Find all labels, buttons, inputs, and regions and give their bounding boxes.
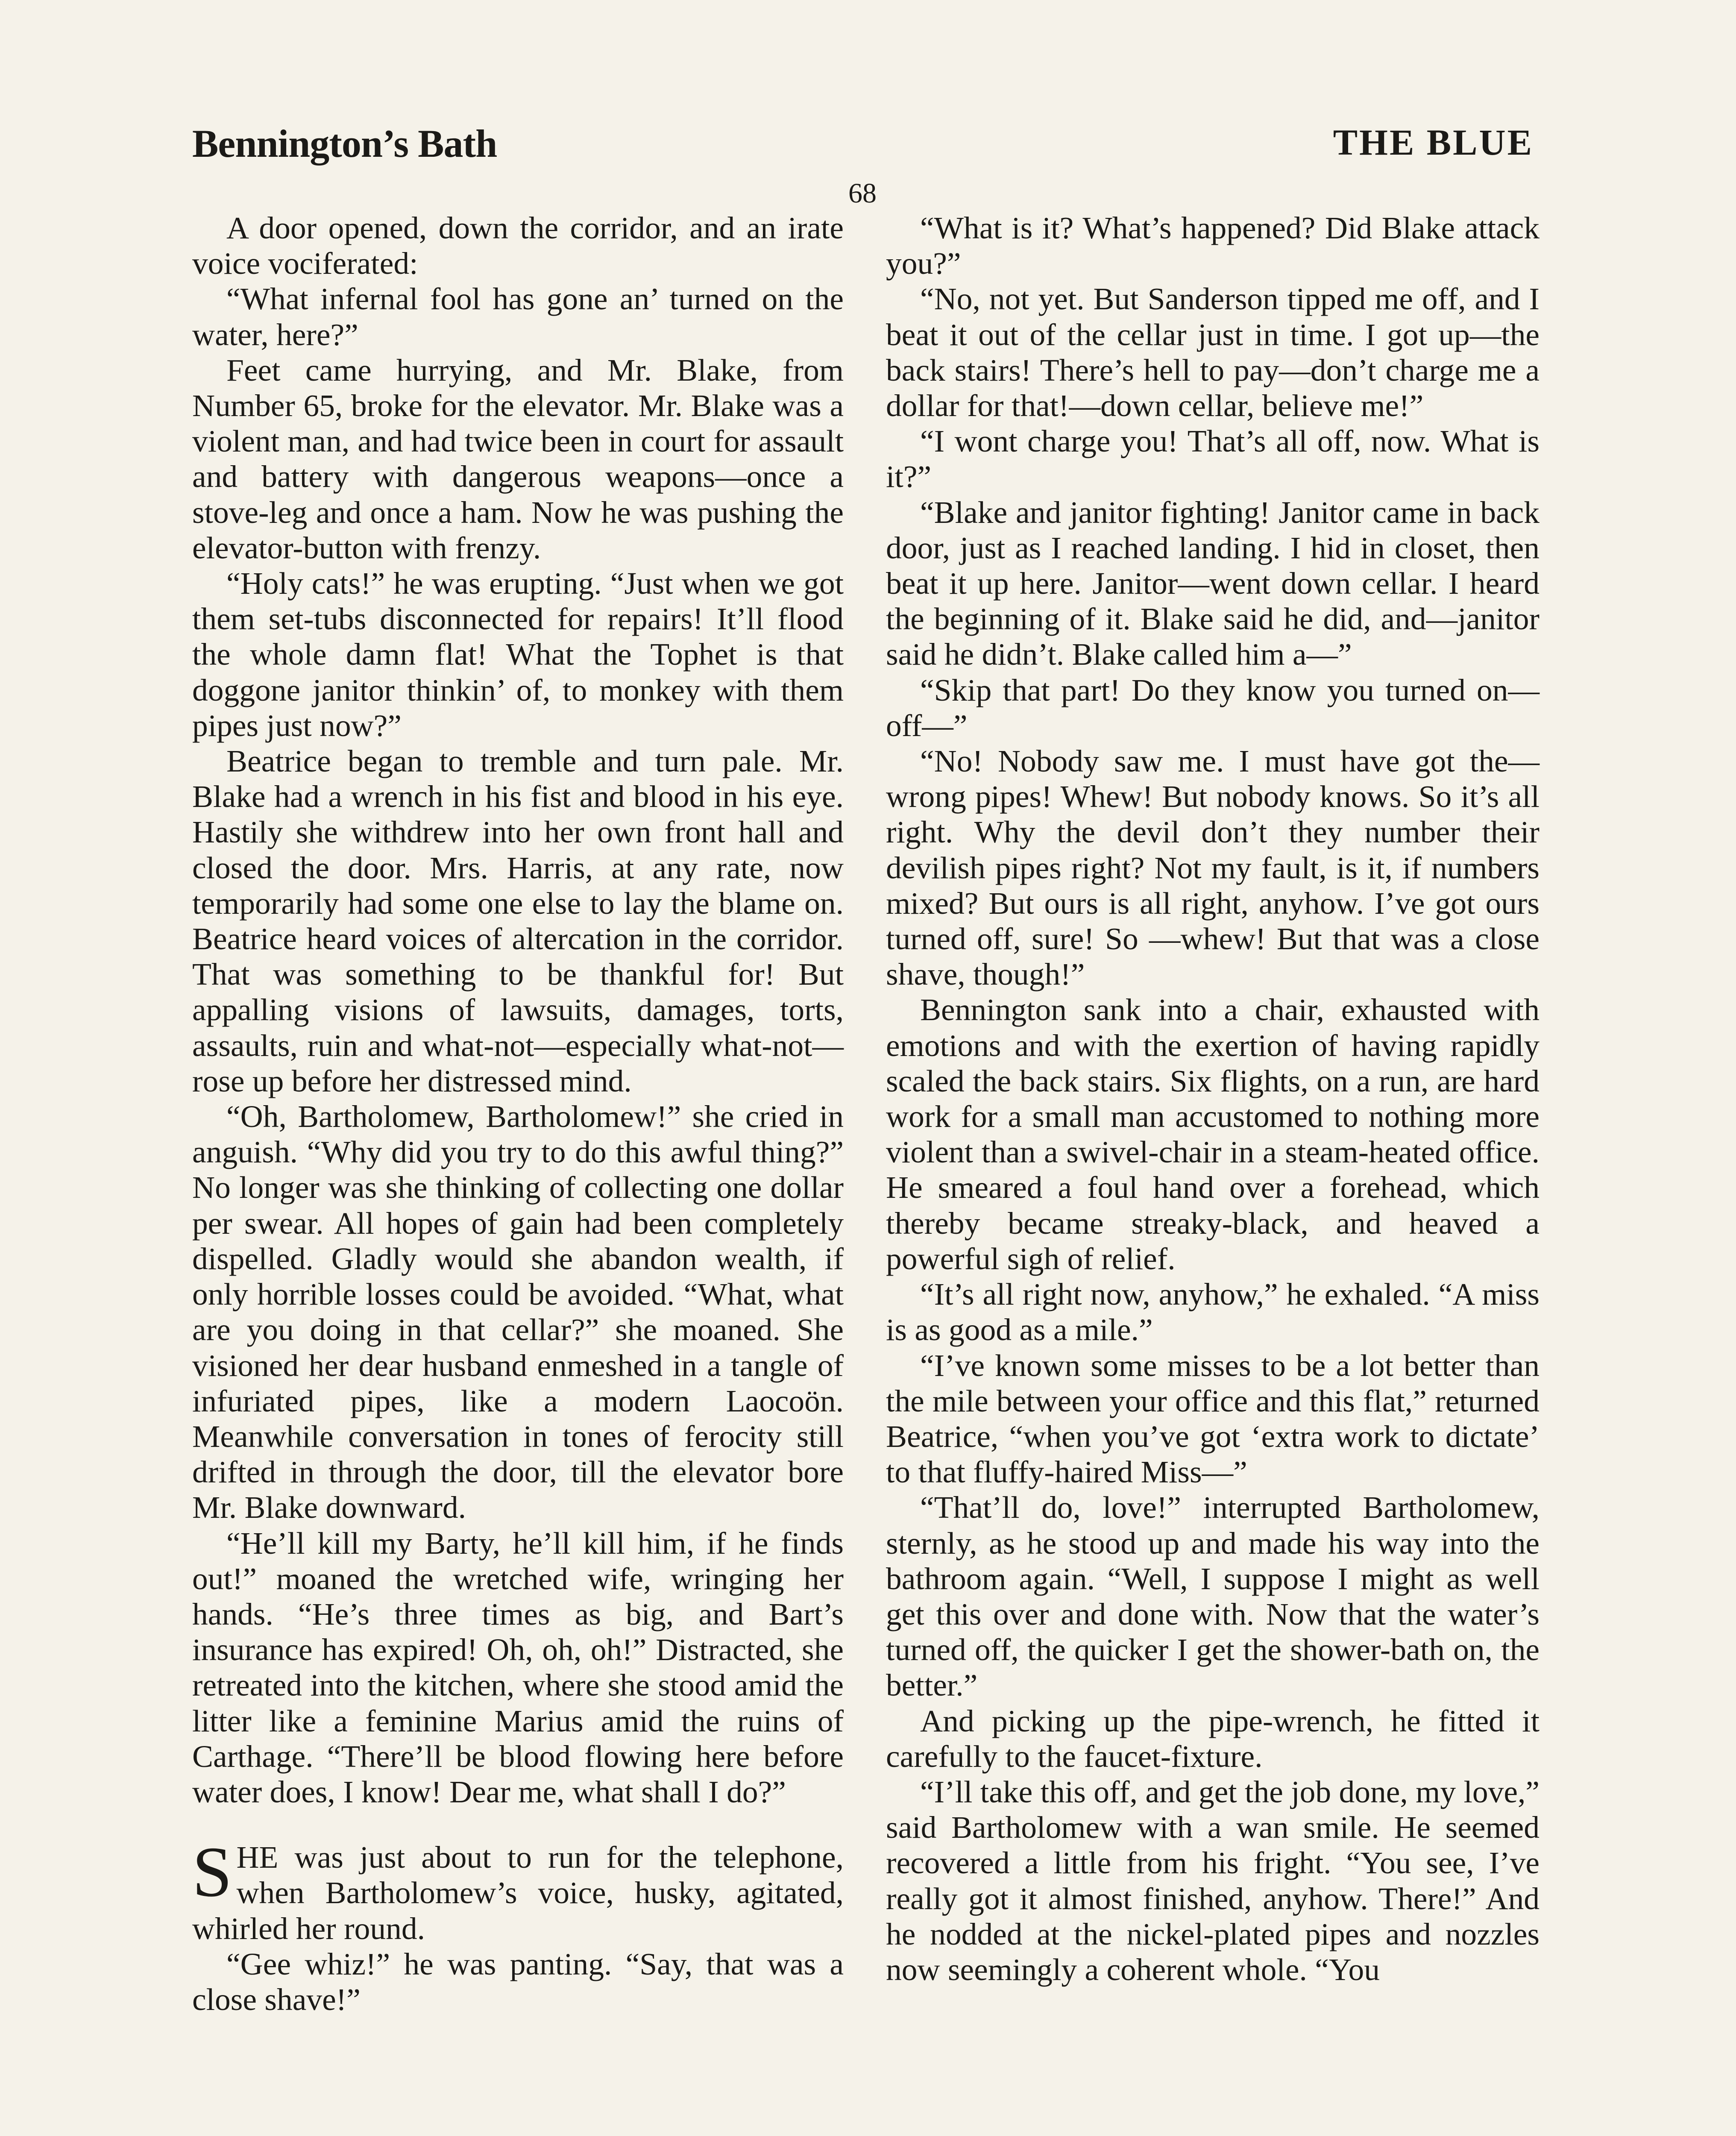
- paragraph: “That’ll do, love!” interrupted Bartholomew, sternly, as he stood up and made his way into the bathroom again. “Well, I suppose I might as well get this over and done with. Now that the water’s turned off, the quicker I get the shower-bath on, the better.”: [886, 1490, 1540, 1703]
- drop-cap: S: [192, 1832, 232, 1912]
- paragraph: “Holy cats!” he was erupting. “Just when we got them set-tubs disconnected for repairs! It’ll flood the whole damn flat! What the Tophet is that doggone janitor thinkin’ of, to monkey with them pipes just now?”: [192, 566, 844, 743]
- right-column: [886, 210, 1540, 1987]
- paragraph: “No! Nobody saw me. I must have got the—wrong pipes! Whew! But nobody knows. So it’s all right. Why the devil don’t they number their devilish pipes right? Not my fault, is it, if numbers mixed? But ours is all right, anyhow. I’ve got ours turned off, sure! So —whew! But that was a close shave, though!”: [886, 744, 1540, 992]
- paragraph: “I’ve known some misses to be a lot better than the mile between your office and this flat,” returned Beatrice, “when you’ve got ‘extra work to dictate’ to that fluffy-haired Miss—”: [886, 1348, 1540, 1490]
- paragraph: “It’s all right now, anyhow,” he exhaled. “A miss is as good as a mile.”: [886, 1277, 1540, 1347]
- paragraph: Bennington sank into a chair, exhausted with emotions and with the exertion of having rapidly scaled the back stairs. Six flights, on a run, are hard work for a small man accustomed to nothing more violent than a swivel-chair in a steam-heated office. He smeared a foul hand over a forehead, which thereby became streaky-black, and heaved a powerful sigh of relief.: [886, 992, 1540, 1276]
- paragraph: “I wont charge you! That’s all off, now. What is it?”: [886, 424, 1540, 494]
- paragraph: Feet came hurrying, and Mr. Blake, from Number 65, broke for the elevator. Mr. Blake was a violent man, and had twice been in court for assault and battery with dangerous weapons—once a stove-leg and once a ham. Now he was pushing the elevator-button with frenzy.: [192, 352, 844, 565]
- paragraph: And picking up the pipe-wrench, he fitted it carefully to the faucet-fixture.: [886, 1703, 1540, 1774]
- paragraph: “Gee whiz!” he was panting. “Say, that was a close shave!”: [192, 1946, 844, 2017]
- paragraph: Beatrice began to tremble and turn pale. Mr. Blake had a wrench in his fist and blood in his eye. Hastily she withdrew into her own front hall and closed the door. Mrs. Harris, at any rate, now temporarily had some one else to lay the blame on. Beatrice heard voices of altercation in the corridor. That was something to be thankful for! But appalling visions of lawsuits, damages, torts, assaults, ruin and what-not—especially what-not—rose up before her distressed mind.: [192, 744, 844, 1098]
- paragraph: “Oh, Bartholomew, Bartholomew!” she cried in anguish. “Why did you try to do this awful thing?” No longer was she thinking of collecting one dollar per swear. All hopes of gain had been completely dispelled. Gladly would she abandon wealth, if only horrible losses could be avoided. “What, what are you doing in that cellar?” she moaned. She visioned her dear husband enmeshed in a tangle of infuriated pipes, like a modern Laocoön. Meanwhile conversation in tones of ferocity still drifted in through the door, till the elevator bore Mr. Blake downward.: [192, 1099, 844, 1525]
- drop-cap-paragraph: [192, 1832, 844, 1946]
- paragraph: A door opened, down the corridor, and an irate voice vociferated:: [192, 211, 844, 281]
- left-column: [192, 210, 844, 2017]
- paragraph: “What infernal fool has gone an’ turned on the water, here?”: [192, 282, 844, 352]
- paragraph: “Blake and janitor fighting! Janitor came in back door, just as I reached landing. I hid in closet, then beat it up here. Janitor—went down cellar. I heard the beginning of it. Blake said he did, and—janitor said he didn’t. Blake called him a—”: [886, 495, 1540, 672]
- paragraph: “I’ll take this off, and get the job done, my love,” said Bartholomew with a wan smile. He seemed recovered a little from his fright. “You see, I’ve really got it almost finished, anyhow. There!” And he nodded at the nickel-plated pipes and nozzles now seemingly a coherent whole. “You: [886, 1774, 1540, 1987]
- paragraph: “He’ll kill my Barty, he’ll kill him, if he finds out!” moaned the wretched wife, wringing her hands. “He’s three times as big, and Bart’s insurance has expired! Oh, oh, oh!” Distracted, she retreated into the kitchen, where she stood amid the litter like a feminine Marius amid the ruins of Carthage. “There’ll be blood flowing here before water does, I know! Dear me, what shall I do?”: [192, 1526, 844, 1809]
- page-number: 68: [848, 178, 877, 209]
- page-header: [192, 124, 1534, 184]
- drop-cap-paragraph-text: HE was just about to run for the telephone, when Bartholomew’s voice, husky, agitated, whirled her round.: [192, 1840, 844, 1946]
- paragraph: “What is it? What’s happened? Did Blake attack you?”: [886, 211, 1540, 281]
- running-title: Bennington’s Bath: [192, 122, 497, 165]
- paragraph: “Skip that part! Do they know you turned on—off—”: [886, 672, 1540, 743]
- magazine-name: THE BLUE: [1333, 122, 1534, 163]
- paragraph: “No, not yet. But Sanderson tipped me off, and I beat it out of the cellar just in time. I got up—the back stairs! There’s hell to pay—don’t charge me a dollar for that!—down cellar, believe me!”: [886, 282, 1540, 423]
